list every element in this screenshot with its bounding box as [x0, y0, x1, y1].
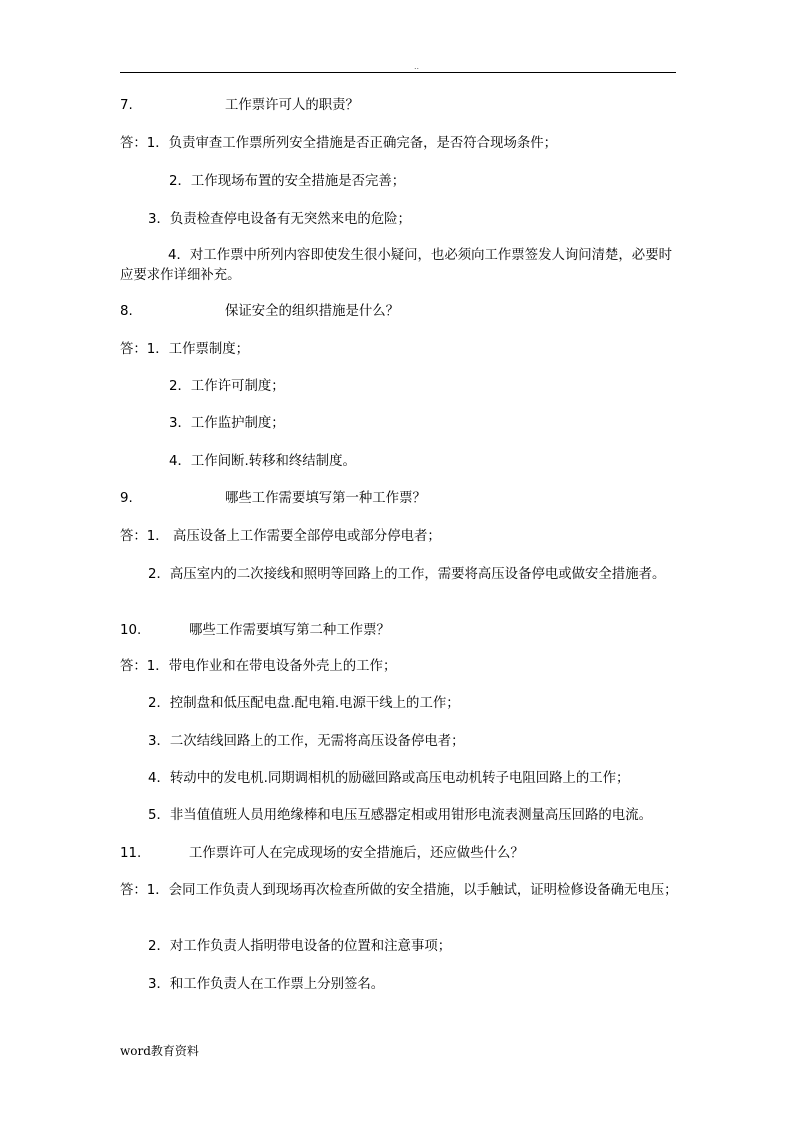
question-number: 11. [120, 846, 142, 861]
answer-7-3: 3．负责检查停电设备有无突然来电的危险； [148, 212, 411, 227]
header-mark: .. [414, 62, 420, 71]
footer-text: word教育资料 [120, 1044, 199, 1058]
question-9 [120, 489, 680, 509]
answer-7-1: 答：1．负责审查工作票所列安全措施是否正确完备，是否符合现场条件； [120, 136, 558, 151]
question-text: 工作票许可人在完成现场的安全措施后，还应做些什么？ [189, 846, 524, 861]
question-text: 哪些工作需要填写第二种工作票？ [189, 623, 390, 638]
answer-9-2: 2．高压室内的二次接线和照明等回路上的工作，需要将高压设备停电或做安全措施者。 [148, 567, 666, 582]
question-number: 7. [120, 98, 133, 113]
answer-10-4: 4．转动中的发电机.同期调相机的励磁回路或高压电动机转子电阻回路上的工作； [148, 771, 630, 786]
answer-9-1: 答：1． 高压设备上工作需要全部停电或部分停电者； [120, 529, 441, 544]
question-number: 9. [120, 491, 133, 506]
answer-8-4: 4．工作间断.转移和终结制度。 [169, 454, 356, 469]
answer-7-2: 2．工作现场布置的安全措施是否完善； [169, 174, 406, 189]
question-11 [120, 844, 680, 864]
answer-10-3: 3．二次结线回路上的工作，无需将高压设备停电者； [148, 734, 465, 749]
answer-8-3: 3．工作监护制度； [169, 416, 285, 431]
question-10 [120, 621, 680, 641]
answer-7-4: 4．对工作票中所列内容即使发生很小疑问，也必须向工作票签发人询问清楚，必要时应要求作详细补充。 [120, 248, 672, 283]
question-text: 哪些工作需要填写第一种工作票？ [225, 491, 426, 506]
question-8 [120, 302, 680, 322]
answer-11-2: 2．对工作负责人指明带电设备的位置和注意事项； [148, 939, 452, 954]
answer-11-1: 答：1．会同工作负责人到现场再次检查所做的安全措施，以手触试，证明检修设备确无电压； [120, 883, 678, 898]
answer-10-2: 2．控制盘和低压配电盘.配电箱.电源干线上的工作； [148, 696, 460, 711]
question-number: 8. [120, 304, 133, 319]
question-7 [120, 96, 680, 116]
question-text: 工作票许可人的职责？ [225, 98, 359, 113]
answer-11-3: 3．和工作负责人在工作票上分别签名。 [148, 977, 385, 992]
question-number: 10. [120, 623, 142, 638]
answer-8-1: 答：1．工作票制度； [120, 342, 250, 357]
header-rule [120, 72, 676, 73]
answer-8-2: 2．工作许可制度； [169, 379, 285, 394]
answer-10-1: 答：1．带电作业和在带电设备外壳上的工作； [120, 659, 397, 674]
question-text: 保证安全的组织措施是什么？ [225, 304, 400, 319]
answer-10-5: 5．非当值值班人员用绝缘棒和电压互感器定相或用钳形电流表测量高压回路的电流。 [148, 808, 652, 823]
